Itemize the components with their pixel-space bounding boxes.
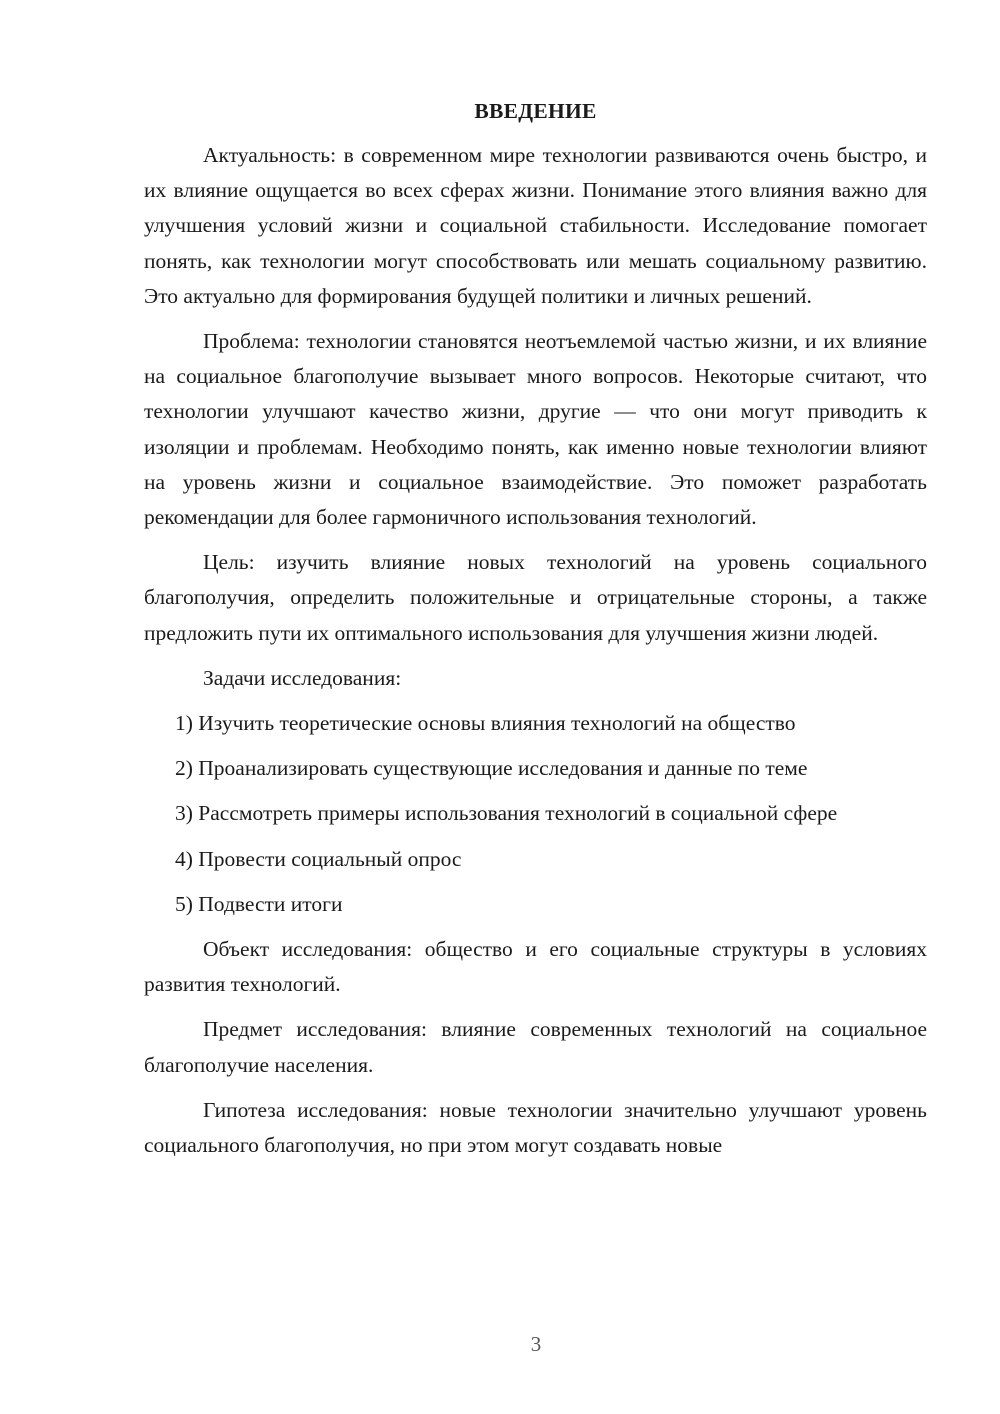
paragraph-relevance: Актуальность: в современном мире технологии развиваются очень быстро, и их влияние ощущается во всех сферах жизни. Понимание этого влияния важно для улучшения условий жизни и социальной стабильности. Исследование помогает понять, как технологии могут способствовать или мешать социальному развитию. Это актуально для формирования будущей политики и личных решений. xyxy=(144,143,927,308)
task-item-1: 1) Изучить теоретические основы влияния технологий на общество xyxy=(175,711,796,736)
page-content xyxy=(144,96,927,1173)
section-title: ВВЕДЕНИЕ xyxy=(474,99,597,123)
paragraph-problem: Проблема: технологии становятся неотъемлемой частью жизни, и их влияние на социальное благополучие вызывает много вопросов. Некоторые считают, что технологии улучшают качество жизни, другие — что они могут приводить к изоляции и проблемам. Необходимо понять, как именно новые технологии влияют на уровень жизни и социальное взаимодействие. Это поможет разработать рекомендации для более гармоничного использования технологий. xyxy=(144,329,927,530)
tasks-heading: Задачи исследования: xyxy=(203,665,402,690)
paragraph-goal: Цель: изучить влияние новых технологий на уровень социального благополучия, определить положительные и отрицательные стороны, а также предложить пути их оптимального использования для улучшения жизни людей. xyxy=(144,550,927,645)
task-item-2: 2) Проанализировать существующие исследования и данные по теме xyxy=(175,756,808,781)
paragraph-hypothesis: Гипотеза исследования: новые технологии значительно улучшают уровень социального благополучия, но при этом могут создавать новые xyxy=(144,1097,927,1158)
task-item-4: 4) Провести социальный опрос xyxy=(175,846,462,871)
task-item-5: 5) Подвести итоги xyxy=(175,891,343,916)
paragraph-object: Объект исследования: общество и его социальные структуры в условиях развития технологий. xyxy=(144,937,927,997)
page-number: 3 xyxy=(530,1332,542,1356)
paragraph-subject: Предмет исследования: влияние современных технологий на социальное благополучие населения. xyxy=(144,1017,927,1077)
task-item-3: 3) Рассмотреть примеры использования технологий в социальной сфере xyxy=(175,801,838,826)
